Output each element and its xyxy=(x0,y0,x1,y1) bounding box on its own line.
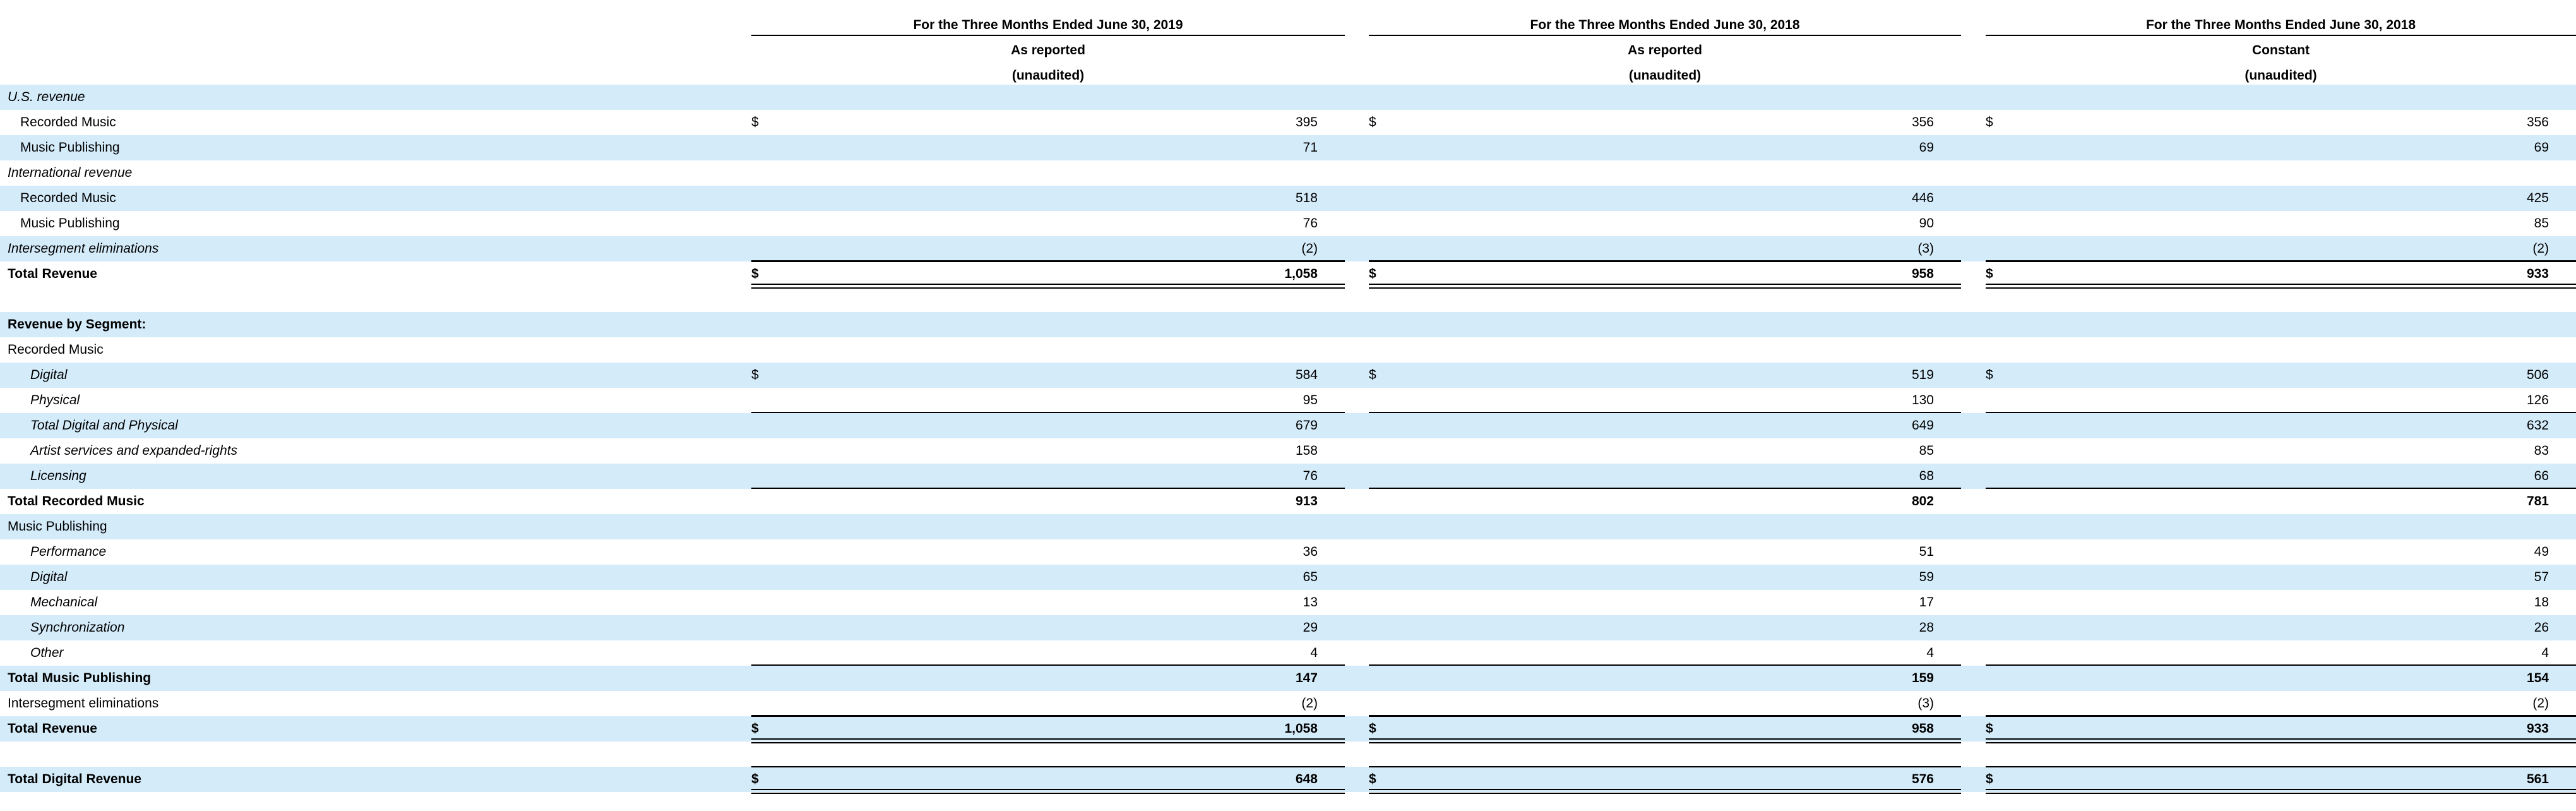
row-label: U.S. revenue xyxy=(8,90,85,104)
cell-value: 26 xyxy=(2534,620,2549,635)
cell-value: 632 xyxy=(2526,418,2549,433)
row-label: Recorded Music xyxy=(20,191,116,205)
currency-symbol: $ xyxy=(1369,368,1376,382)
cell-value: 154 xyxy=(2526,671,2549,685)
row-label: Intersegment eliminations xyxy=(8,241,159,256)
single-underline xyxy=(1986,716,2576,717)
currency-symbol: $ xyxy=(751,721,759,736)
cell-value: 802 xyxy=(1911,494,1934,508)
cell-value: 506 xyxy=(2526,368,2549,382)
cell-value: (3) xyxy=(1917,696,1934,711)
currency-symbol: $ xyxy=(1986,267,1993,281)
cell-value: (2) xyxy=(1301,241,1318,256)
row-label: Music Publishing xyxy=(20,216,120,231)
row-label: Digital xyxy=(30,570,68,584)
column-header-audit: (unaudited) xyxy=(2245,68,2317,83)
cell-value: 648 xyxy=(1295,772,1318,786)
column-header-basis: As reported xyxy=(1628,43,1702,57)
cell-value: 1,058 xyxy=(1284,721,1318,736)
table-row xyxy=(0,135,2576,160)
table-row xyxy=(0,615,2576,640)
table-row xyxy=(0,691,2576,716)
row-label: Total Revenue xyxy=(8,721,97,736)
table-row xyxy=(0,160,2576,186)
table-row xyxy=(0,363,2576,388)
currency-symbol: $ xyxy=(1369,772,1376,786)
table-row xyxy=(0,110,2576,135)
cell-value: 28 xyxy=(1919,620,1934,635)
table-row xyxy=(0,514,2576,539)
cell-value: 519 xyxy=(1911,368,1934,382)
cell-value: 13 xyxy=(1303,595,1318,610)
double-underline xyxy=(751,789,1345,794)
cell-value: 66 xyxy=(2534,469,2549,483)
table-row xyxy=(0,85,2576,110)
single-underline xyxy=(751,766,1345,767)
currency-symbol: $ xyxy=(751,267,759,281)
header-underline xyxy=(751,35,1345,36)
table-row xyxy=(0,464,2576,489)
cell-value: 679 xyxy=(1295,418,1318,433)
table-row xyxy=(0,767,2576,792)
cell-value: 913 xyxy=(1295,494,1318,508)
row-label: Physical xyxy=(30,393,80,407)
single-underline xyxy=(751,261,1345,262)
single-underline xyxy=(1369,716,1961,717)
column-header-basis: As reported xyxy=(1011,43,1085,57)
table-row xyxy=(0,236,2576,261)
column-header-basis: Constant xyxy=(2252,43,2310,57)
cell-value: 356 xyxy=(1911,115,1934,129)
column-header-audit: (unaudited) xyxy=(1011,68,1085,83)
cell-value: (2) xyxy=(2532,696,2549,711)
row-label: Intersegment eliminations xyxy=(8,696,159,711)
cell-value: 395 xyxy=(1295,115,1318,129)
row-label: Artist services and expanded-rights xyxy=(30,443,237,458)
cell-value: 130 xyxy=(1911,393,1934,407)
row-label: Total Digital and Physical xyxy=(30,418,178,433)
table-row xyxy=(0,413,2576,438)
row-label: Total Digital Revenue xyxy=(8,772,141,786)
double-underline xyxy=(1986,789,2576,794)
cell-value: 158 xyxy=(1295,443,1318,458)
cell-value: 69 xyxy=(2534,140,2549,155)
row-label: Mechanical xyxy=(30,595,98,610)
table-row xyxy=(0,186,2576,211)
header-underline xyxy=(1369,35,1961,36)
row-label: Music Publishing xyxy=(20,140,120,155)
currency-symbol: $ xyxy=(1986,772,1993,786)
table-row xyxy=(0,489,2576,514)
cell-value: 76 xyxy=(1303,216,1318,231)
column-header-period: For the Three Months Ended June 30, 2018 xyxy=(1530,18,1800,32)
single-underline xyxy=(751,716,1345,717)
cell-value: 57 xyxy=(2534,570,2549,584)
table-row xyxy=(0,287,2576,312)
cell-value: 958 xyxy=(1911,267,1934,281)
cell-value: 933 xyxy=(2526,267,2549,281)
row-label: Digital xyxy=(30,368,68,382)
currency-symbol: $ xyxy=(751,115,759,129)
cell-value: (2) xyxy=(2532,241,2549,256)
row-label: Synchronization xyxy=(30,620,125,635)
cell-value: 18 xyxy=(2534,595,2549,610)
currency-symbol: $ xyxy=(1986,721,1993,736)
row-label: Other xyxy=(30,646,64,660)
cell-value: 446 xyxy=(1911,191,1934,205)
row-label: Total Recorded Music xyxy=(8,494,145,508)
cell-value: 85 xyxy=(2534,216,2549,231)
table-row xyxy=(0,716,2576,742)
table-row xyxy=(0,337,2576,363)
row-label: Revenue by Segment: xyxy=(8,317,146,332)
cell-value: 933 xyxy=(2526,721,2549,736)
column-header-period: For the Three Months Ended June 30, 2019 xyxy=(913,18,1183,32)
row-label: Music Publishing xyxy=(8,519,107,534)
cell-value: 356 xyxy=(2526,115,2549,129)
cell-value: 83 xyxy=(2534,443,2549,458)
cell-value: (3) xyxy=(1917,241,1934,256)
cell-value: 29 xyxy=(1303,620,1318,635)
single-underline xyxy=(1369,766,1961,767)
cell-value: 69 xyxy=(1919,140,1934,155)
cell-value: 425 xyxy=(2526,191,2549,205)
currency-symbol: $ xyxy=(1369,115,1376,129)
table-row xyxy=(0,590,2576,615)
currency-symbol: $ xyxy=(1986,368,1993,382)
cell-value: (2) xyxy=(1301,696,1318,711)
currency-symbol: $ xyxy=(751,772,759,786)
row-label: Licensing xyxy=(30,469,86,483)
currency-symbol: $ xyxy=(1369,267,1376,281)
table-row xyxy=(0,742,2576,767)
table-row xyxy=(0,438,2576,464)
cell-value: 126 xyxy=(2526,393,2549,407)
cell-value: 36 xyxy=(1303,544,1318,559)
table-row xyxy=(0,640,2576,666)
table-row xyxy=(0,388,2576,413)
cell-value: 85 xyxy=(1919,443,1934,458)
table-row xyxy=(0,539,2576,565)
cell-value: 958 xyxy=(1911,721,1934,736)
single-underline xyxy=(1986,766,2576,767)
table-row xyxy=(0,211,2576,236)
cell-value: 76 xyxy=(1303,469,1318,483)
row-label: Total Revenue xyxy=(8,267,97,281)
table-row xyxy=(0,565,2576,590)
cell-value: 65 xyxy=(1303,570,1318,584)
row-label: Total Music Publishing xyxy=(8,671,152,685)
double-underline xyxy=(1369,789,1961,794)
cell-value: 4 xyxy=(2541,646,2549,660)
row-label: International revenue xyxy=(8,165,133,180)
currency-symbol: $ xyxy=(751,368,759,382)
cell-value: 4 xyxy=(1310,646,1318,660)
cell-value: 147 xyxy=(1295,671,1318,685)
row-label: Recorded Music xyxy=(20,115,116,129)
cell-value: 71 xyxy=(1303,140,1318,155)
cell-value: 649 xyxy=(1911,418,1934,433)
table-row xyxy=(0,666,2576,691)
header-underline xyxy=(1986,35,2576,36)
row-label: Performance xyxy=(30,544,107,559)
cell-value: 159 xyxy=(1911,671,1934,685)
cell-value: 584 xyxy=(1295,368,1318,382)
cell-value: 90 xyxy=(1919,216,1934,231)
cell-value: 781 xyxy=(2526,494,2549,508)
cell-value: 518 xyxy=(1295,191,1318,205)
cell-value: 17 xyxy=(1919,595,1934,610)
cell-value: 49 xyxy=(2534,544,2549,559)
currency-symbol: $ xyxy=(1986,115,1993,129)
cell-value: 576 xyxy=(1911,772,1934,786)
table-row xyxy=(0,261,2576,287)
table-row xyxy=(0,312,2576,337)
cell-value: 95 xyxy=(1303,393,1318,407)
single-underline xyxy=(1986,261,2576,262)
cell-value: 4 xyxy=(1926,646,1934,660)
column-header-period: For the Three Months Ended June 30, 2018 xyxy=(2145,18,2416,32)
cell-value: 59 xyxy=(1919,570,1934,584)
cell-value: 1,058 xyxy=(1284,267,1318,281)
cell-value: 68 xyxy=(1919,469,1934,483)
single-underline xyxy=(1369,261,1961,262)
row-label: Recorded Music xyxy=(8,342,104,357)
cell-value: 51 xyxy=(1919,544,1934,559)
cell-value: 561 xyxy=(2526,772,2549,786)
currency-symbol: $ xyxy=(1369,721,1376,736)
column-header-audit: (unaudited) xyxy=(1628,68,1702,83)
